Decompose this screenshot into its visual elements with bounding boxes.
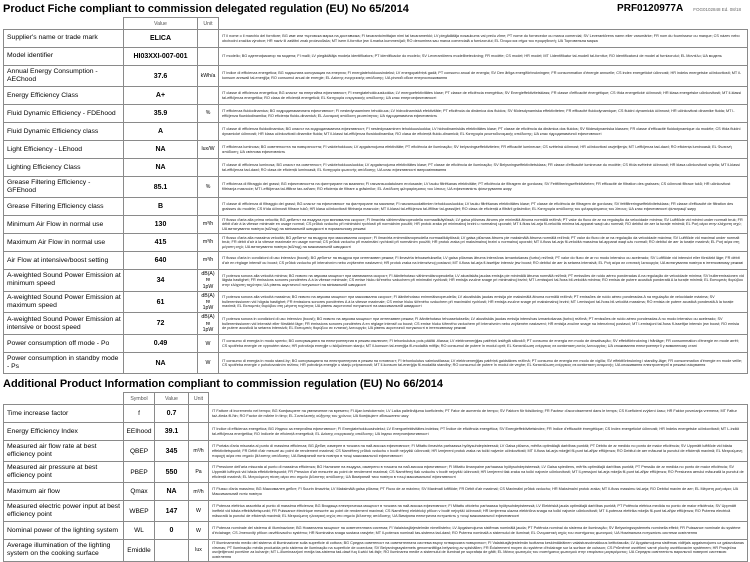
table-row [4, 462, 748, 483]
row-label: Energy Efficiency Index [4, 423, 124, 441]
row-unit: lux/W [198, 141, 219, 159]
row-unit: W [198, 353, 219, 374]
row-label: Nominal power of the lighting system [4, 522, 124, 540]
row-label: A-weighted Sound Power Emission at maximum speed [4, 291, 124, 313]
column-header-value: Value [155, 393, 189, 405]
table-header-row [4, 18, 748, 30]
row-value: A [124, 123, 198, 141]
row-label: Fluid Dynamic Efficiency class [4, 123, 124, 141]
row-value: NA [124, 353, 198, 374]
row-unit: m³/h [198, 252, 219, 270]
row-label: Annual Energy Consumption - AEChood [4, 66, 124, 87]
row-multilingual-description: IT Portata d'aria misurata al punto di massima efficienza; BG Дебит, измерен в точката на най-висока ефективност; FI Mitattu ilmavirta parhaassa hyötysuhdepisteessä; LV Gaisa plūsma, mērīta optimālajā darbības punktā; PT Débito de ar medido no ponto de maior eficiência; SV Uppmätt luftflöde vid bästa effektivitetspunkt; FR Débit d'air mesuré au point de rendement maximal; CS Naměřený průtok vzduchu v bodě nejvyšší účinnosti; HR Izmjereni protok zraka na točki najveće učinkovitosti; MT Il-fluss tal-arja mkejjel fil-punt tal-aħjar effiċjenza; RO Debitul de aer măsurat la punctul de eficiență maximă; EL Μετρούμενη παροχή αέρα στο σημείο βέλτιστης απόδοσης; UA Виміряний потік повітря в точці максимальної ефективності [209, 441, 748, 462]
row-label: Average illumination of the lighting system on the cooking surface [4, 540, 124, 561]
column-header-unit: Unit [189, 393, 209, 405]
row-unit: W [189, 522, 209, 540]
row-unit [198, 159, 219, 177]
table-row [4, 313, 748, 335]
row-unit [198, 48, 219, 66]
table-row [4, 483, 748, 501]
row-unit: m³/h [198, 234, 219, 252]
row-unit [198, 198, 219, 216]
table-row [4, 177, 748, 198]
row-value: 147 [155, 501, 189, 522]
row-label: Measured electric power input at best efficiency point [4, 501, 124, 522]
table-row [4, 501, 748, 522]
fiche-table-eu-65-2014 [3, 17, 748, 374]
row-multilingual-description: IT Pressione dell'aria misurata al punto di massima efficienza; BG Налягане на въздуха, измерено в точката на най-висока ефективност; FI Mitattu ilmanpaine parhaassa hyötysuhdepisteessä; LV Gaisa spiediens, mērīts optimālajā darbības punktā; PT Pressão de ar medida no ponto de maior eficiência; SV Uppmätt lufttryck vid bästa effektivitetspunkt; FR Pression d'air mesurée au point de rendement maximal; CS Naměřený tlak vzduchu v bodě nejvyšší účinnosti; HR Izmjereni tlak zraka na točki najveće učinkovitosti; MT Il-pressjoni tal-arja mkejla fil-punt tal-aħjar effiċjenza; RO Presiunea aerului măsurată la punctul de eficiență maximă; EL Μετρούμενη πίεση αέρα στο σημείο βέλτιστης απόδοσης; UA Виміряний тиск повітря в точці максимальної ефективності [209, 462, 748, 483]
column-header-unit: Unit [198, 18, 219, 30]
row-label: Measured air pressure at best efficiency point [4, 462, 124, 483]
table-row [4, 522, 748, 540]
header-spacer [219, 18, 748, 30]
header-spacer [4, 18, 124, 30]
row-unit: W [198, 335, 219, 353]
row-unit: dB(A) re 1pW [198, 291, 219, 313]
row-unit: m³/h [189, 483, 209, 501]
table-row [4, 405, 748, 423]
row-multilingual-description: IT potenza sonora alla velocità massima; BG нивото на звукова мощност при максимална скорост; FI äänitehotaso enimmäisnopeudella; LV akustiskās jaudas emisija pie maksimālā ātruma normālā režīmā; PT emissões de ruído aéreo ponderadas A na regulação de velocidade máxima; SV bulleremissionen vid högsta hastighet; FR émissions sonores pondérées A à la vitesse maximale; CS emise hluku šířeného vzduchem při maximální rychlosti; HR emisija zvučne snage pri maksimalnoj brzini; MT l-emissjoni tal-ħoss bil-veloċità massima; RO emisia de putere acustică ponderată A la turație maximă; EL Εκπομπές θορύβου στη μέγιστη ταχύτητα; UA рівень акустичної потужності на максимальній швидкості [219, 291, 748, 313]
row-value: 640 [124, 252, 198, 270]
row-value: NA [124, 141, 198, 159]
row-value: B [124, 198, 198, 216]
row-label: Grease Filtering Efficiency class [4, 198, 124, 216]
row-label: Supplier's name or trade mark [4, 30, 124, 48]
row-value [155, 540, 189, 561]
additional-info-title: Additional Product Information compliant to commission regulation (EU) No 66/2014 [3, 378, 444, 391]
table-row [4, 423, 748, 441]
row-unit: W [189, 501, 209, 522]
row-symbol: WBEP [124, 501, 155, 522]
row-symbol: Emiddle [124, 540, 155, 561]
row-unit [198, 87, 219, 105]
row-value: 61 [124, 291, 198, 313]
row-label: Grease Filtering Efficiency - GFEhood [4, 177, 124, 198]
page-title: Product Fiche compliant to commission delegated regulation (EU) No 65/2014 [3, 3, 409, 15]
row-value: 37.6 [124, 66, 198, 87]
row-label: Power consumption off mode - Po [4, 335, 124, 353]
row-symbol: WL [124, 522, 155, 540]
row-multilingual-description: IT classe di efficienza di filtraggio dei grassi; BG класът на ефективност на филтриране на мазнини; FI rasvansuodattimien tehokkuusluokka; LV tauku filtrēšanas efektivitātes klase; PT classe de eficiência de filtragem de gorduras; SV fettfiltreringseffektivitetsklass; FR classe d'efficacité de filtration des graisses du modèle; CS třída účinnosti filtrace tuků; HR klasa učinkovitosti filtriranja masnoće; MT il-klassi tal-effiċjenza tal-iffiltrar tal-grassijiet; RO clasa de eficiență a filtrării grăsimilor; EL Κατηγορία απόδοσης του φιλτραρίσματος του λίπους; UA клас ефективності фільтрації жиру [219, 198, 748, 216]
row-value: A+ [124, 87, 198, 105]
row-value: ELICA [124, 30, 198, 48]
row-multilingual-description: IT classe di efficienza energetica; BG класът на енергийна ефективност; FI energiatehokkuusluokka; LV energoefektivitātes klase; PT classe de eficiência energética; SV Energieffektivitetsklass; FR classe d'efficacité énergétique; CS třída energetické účinnosti; HR klasa energetske učinkovitosti; MT il-klassi tal-effiċjenza energetika; RO clasa de eficiență energetică; EL Κατηγορία ενεργειακής απόδοσης; UA клас енергоефективності [219, 87, 748, 105]
table-row [4, 30, 748, 48]
row-symbol: QBEP [124, 441, 155, 462]
row-unit: lux [189, 540, 209, 561]
row-value: 39.1 [155, 423, 189, 441]
table-row [4, 87, 748, 105]
row-label: Fluid Dynamic Efficiency - FDEhood [4, 105, 124, 123]
row-label: A-weighted Sound Power Emission at intensive or boost speed [4, 313, 124, 335]
row-unit: kWh/a [198, 66, 219, 87]
row-multilingual-description: IT Potenza nominale del sistema di illuminazione; BG Номинална мощност на осветителната система; FI Valaistusjärjestelmän nimellisteho; LV Apgaismojuma sistēmas nominālā jauda; PT Potência nominal do sistema de iluminação; SV Belysningssystemets nominella effekt; FR Puissance nominale du système d'éclairage; CS Jmenovitý příkon osvětlovacího systému; HR Nominalna snaga sustava rasvjete; MT Il-potenza nominali tas-sistema tad-dawl; RO Puterea nominală a sistemului de iluminat; EL Ονομαστική ισχύς του συστήματος φωτισμού; UA Номінальна потужність системи освітлення [209, 522, 748, 540]
table-row [4, 48, 748, 66]
row-symbol: EEIhood [124, 423, 155, 441]
row-multilingual-description: IT consumo di energia in modo stand-by; BG консумацията на електроенергия в режим на готовност; FI tehonkulutus valmiustilassa; LV elektroenerģijas patēriņš gaidstāves režīmā; PT consumo de energia em modo de vigília; SV effektförbrukning i standby-läge; FR consommation d'énergie en mode veille; CS spotřeba energie v pohotovostním režimu; HR potrošnja energije u stanju pripravnosti; MT il-konsum tal-enerġija fil-modalità standby; RO consumul de putere în modul de veghe; EL Κατανάλωση ενέργειας σε κατάσταση αναμονής; UA споживання електроенергії в режимі очікування [219, 353, 748, 374]
row-label: Energy Efficiency Class [4, 87, 124, 105]
row-value: 345 [155, 441, 189, 462]
row-multilingual-description: IT Indice di efficienza energetica; BG Индекс за енергийна ефективност; FI Energiatehokkuusindeksi; LV Energoefektivitātes indekss; PT Índice de eficiência energética; SV Energieffektivitetsindex; FR Indice d'efficacité énergétique; CS Index energetické účinnosti; HR Indeks energetske učinkovitosti; MT L-indiċi tal-effiċjenza enerġetika; RO Indicele de eficiență energetică; EL Δείκτης ενεργειακής απόδοσης; UA Індекс енергоефективності [209, 423, 748, 441]
row-label: Light Efficiency - LEhood [4, 141, 124, 159]
row-multilingual-description: IT classe di efficienza fluidodinamica; BG класът на хидродинамична ефективност; FI nestedynaaminen tehokkuusluokka; LV hidrodinamiskās efektivitātes klase; PT classe de eficiência da dinâmica dos fluidos; SV flödesdynamiska klassen; FR classe d'efficacité fluidodynamique du modèle; CS třída fluidní dynamické účinnosti; HR klasa učinkovitosti dinamike fluida; MT il-klassi tal-effiċjenza fluwidodinamika; RO clasa de eficiență fluido-dinamică; EL Κατηγορία ρευστοδυναμικής απόδοσης; UA клас гідродинамічної ефективності [219, 123, 748, 141]
table-row [4, 216, 748, 234]
row-unit: Pa [189, 462, 209, 483]
table-row [4, 353, 748, 374]
row-label: Maximum air flow [4, 483, 124, 501]
header-spacer [4, 393, 124, 405]
document-code: PRF0120977A [617, 3, 684, 14]
row-multilingual-description: IT potenza sonora in condizioni di uso intensivo (boost); BG нивото на звукова мощност при интензивен режим; FI äänitehotaso tehoasetuksella; LV akustiskās jaudas emisija intensīvas izmantošanas (turbo) režīmā; PT emissões de ruído aéreo ponderadas A no modo intensivo ou acelerado; SV bulleremissionen vid intensivt eller förstärkt läge; FR émissions sonores pondérées A en réglage intensif ou boost; CS emise hluku šířeného vzduchem při intenzivním nebo zvýšeném nastavení; HR emisija zvučne snage na intenzivnoj postavci; MT l-emissjoni tal-ħoss fl-issettjar intensiv jew boost; RO emisia de putere acustică la setarea intensivă; EL Εκπομπές θορύβου σε εντατική λειτουργία; UA рівень акустичної потужності в інтенсивному режимі [219, 313, 748, 335]
row-value: 550 [155, 462, 189, 483]
row-value: 72 [124, 313, 198, 335]
row-symbol: Qmax [124, 483, 155, 501]
row-multilingual-description: IT efficienza fluidodinamica; BG хидродинамичната ефективност; FI nestedynaaminen tehokkuus; LV hidrodinamiskā efektivitāte; PT eficiência da dinâmica dos fluidos; SV flödesdynamiska effektiviteten; FR efficacité fluidodynamique; CS fluidní dynamická účinnost; HR učinkovitost dinamike fluida; MT l-effiċjenza fluwidodinamika; RO eficiența fluido-dinamică; EL Δυναμική απόδοση ρευστότητας; UA гідродинамічна ефективність [219, 105, 748, 123]
row-multilingual-description: IT flusso d'aria alla massima velocità; BG дебитът на въздуха при максимална скорост; FI ilmavirta enimmäisnopeudella normaalikäytössä; LV gaisa plūsmas ātrums pie maksimālā ātruma normālā režīmā; PT valor do fluxo de ar na regulação da velocidade máxima; SV Luftflöde vid maximal under normalt bruk; FR débit d'air à la vitesse maximale en usage normal; CS průtok vzduchu při maximální rychlosti při normálním použití; HR protok zraka pri maksimalnoj brzini u normalnoj uporabi; MT il-fluss tal-arja fil-veloċità massima tal-apparat waqt użu normali; RO debitul de aer la turație maximă; EL Ροή αέρα στη μέγιστη ισχύ; UA витягування повітря (м3/год) на максимальній швидкості [219, 234, 748, 252]
row-multilingual-description: IT Illuminamento medio del sistema di illuminazione sulla superficie di cottura; BG Средна осветеност на осветителната система върху готварската повърхност; FI Valaistusjärjestelmän tuottama keskimääräinen valaistusvoimakkuus keittotasolla; LV Apgaismojuma sistēmas vidējais apgaismojums uz gatavošanas virsmas; PT Iluminação média produzida pelo sistema de iluminação na superfície de cozedura; SV Belysningssystemets genomsnittliga belysning av spishällen; FR Éclairement moyen du système d'éclairage sur la surface de cuisson; CS Průměrné osvětlení varné plochy osvětlovacím systémem; HR Prosječna osvijetljenost površine za kuhanje; MT L-illuminazzjoni medja tas-sistema tad-dawl fuq il-wiċċ tat-tisjir; RO Iluminarea medie a sistemului de iluminat pe suprafața de gătit; EL Μέσος φωτισμός του συστήματος φωτισμού στην επιφάνεια μαγειρέματος; UA Середня освітленість варильної поверхні системою освітлення [209, 540, 748, 561]
row-value: 130 [124, 216, 198, 234]
row-multilingual-description: IT flusso d'aria in condizioni di uso intensivo (boost); BG дебитът на въздуха при интензивен режим; FI ilmavirta tehoasetuksella; LV gaisa plūsmas ātrums intensīvas izmantošanas (turbo) režīmā; PT valor do fluxo de ar no modo intensivo ou acelerado; SV Luftflöde vid intensivt eller förstärkt läge; FR débit d'air en réglage intensif ou boost; CS průtok vzduchu při intenzivním nebo zvýšeném nastavení; HR protok zraka na intenzivnoj postavci; MT il-fluss tal-arja fl-issettjar intensiv jew boost; RO debitul de aer la setarea intensivă; EL Ροή αέρα σε εντατική λειτουργία; UA витягування повітря в інтенсивному режимі [219, 252, 748, 270]
table-row [4, 198, 748, 216]
row-multilingual-description: IT Fattore di incremento nel tempo; BG Коефициент на увеличение на времето; FI Ajan kestokerroin; LV Laika palielinājuma koeficients; PT Fator de aumento de tempo; SV Faktorn för tidsökning; FR Facteur d'accroissement dans le temps; CS Koeficient zvýšení času; HR Faktor povećanja vremena; MT Fattur taż-żieda fil-ħin; RO Factor de mărire în timp; EL Συντελεστής αύξησης του χρόνου; UA Коефіцієнт збільшення часу [209, 405, 748, 423]
table-row [4, 335, 748, 353]
document-header [3, 3, 745, 15]
row-multilingual-description: IT flusso d'aria alla prima velocità; BG дебитът на въздуха при минимална скорост; FI ilmavirta vähimmäisnopeudella normaalikäytössä; LV gaisa plūsmas ātrums pie minimālā ātruma normālā režīmā; PT valor do fluxo de ar na regulação da velocidade mínima; SV Luftflöde vid minimi under normalt bruk; FR débit d'air à la vitesse minimale en usage normal; CS průtok vzduchu při minimální rychlosti při normálním použití; HR protok zraka pri minimalnoj brzini u normalnoj uporabi; MT il-fluss tal-arja fil-veloċità minima tal-apparat waqt użu normali; RO debitul de aer la turație minimă; EL Ροή αέρα στην ελάχιστη ισχύ; UA витягування повітря (м3/год) на мінімальній швидкості в нормальному режимі [219, 216, 748, 234]
table-row [4, 105, 748, 123]
row-multilingual-description: IT modello; BG идентификатор на модела; FI malli; LV piegādātāja modeļa identifikators; PT identificador do modelo; SV Leverantörens modellbeteckning; FR modèle; CS model; HR model; MT l-identifikatur tal-mudell tal-fornitur; RO identificatorul de model al furnizorului; EL Μοντέλο; UA модель [219, 48, 748, 66]
row-unit: % [198, 177, 219, 198]
row-value: NA [155, 483, 189, 501]
row-label: Measured air flow rate at best efficiency point [4, 441, 124, 462]
row-value: 34 [124, 270, 198, 292]
row-unit: % [198, 105, 219, 123]
table-row [4, 141, 748, 159]
table-row [4, 270, 748, 292]
row-unit: dB(A) re 1pW [198, 313, 219, 335]
row-unit [189, 423, 209, 441]
row-label: Time increase factor [4, 405, 124, 423]
row-multilingual-description: IT Potenza elettrica assorbita al punto di massima efficienza; BG Входяща електрическа мощност в точката на най-висока ефективност; FI Mitattu ottoteho parhaassa hyötysuhdepisteessä; LV Elektriskā jauda optimālajā darbības punktā; PT Potência elétrica medida no ponto de maior eficiência; SV Uppmätt ineffekt vid bästa effektivitetspunkt; FR Puissance électrique mesurée au point de rendement maximal; CS Naměřený elektrický příkon v bodě nejvyšší účinnosti; HR Izmjerena ulazna električna snaga na točki najveće učinkovitosti; MT Il-potenza elettrika mkejla fil-punt tal-aħjar effiċjenza; RO Puterea electrică măsurată la punctul de eficiență maximă; EL Μετρούμενη ηλεκτρική ισχύς στο σημείο βέλτιστης απόδοσης; UA Виміряна електрична потужність у точці максимальної ефективності [209, 501, 748, 522]
row-symbol: PBEP [124, 462, 155, 483]
row-label: A-weighted Sound Power Emission at minimum speed [4, 270, 124, 292]
table-row [4, 252, 748, 270]
row-multilingual-description: IT il nome o il marchio del fornitore; BG име или търговска марка на доставчика; FI tavarantoimittajan nimi tai tavaramerkki; LV piegādātāja nosaukums vai preču zīme; PT nome do fornecedor ou marca comercial; SV Leverantörens namn eller varumärke; FR nom du fournisseur ou marque; CS název nebo obchodní značka výrobce; HR naziv ili zaštitni znak proizvođača; MT isem il-fornitur jew il-marka kummerċjali; RO denumirea sau marca comercială a furnizorului; EL Όνομα και σήμα του προμηθευτή; UA Торговельна марка [219, 30, 748, 48]
row-value: 0.7 [155, 405, 189, 423]
row-unit: m³/h [198, 216, 219, 234]
row-label: Air Flow at intensive/boost setting [4, 252, 124, 270]
row-value: HI03XXI-007-001 [124, 48, 198, 66]
table-row [4, 540, 748, 561]
row-unit: dB(A) re 1pW [198, 270, 219, 292]
column-header-symbol: Symbol [124, 393, 155, 405]
row-value: 415 [124, 234, 198, 252]
row-label: Minimum Air Flow in normal use [4, 216, 124, 234]
row-multilingual-description: IT efficienza di filtraggio dei grassi; BG ефективността на филтриране на мазнини; FI rasvansuodatuksen erotusaste; LV tauku filtrēšanas efektivitāte; PT eficiência de filtragem de gorduras; SV Fettfiltreringseffektiviteten; FR efficacité de filtration des graisses; CS účinnost filtrace tuků; HR učinkovitost filtriranja masnoće; MT l-effiċjenza tal-iffiltrar tax-xaħam; RO eficiența de filtrare a grăsimilor; EL Απόδοση φιλτραρίσματος του λίπους; UA ефективність фільтрування жиру [219, 177, 748, 198]
row-value: 0.49 [124, 335, 198, 353]
table-row [4, 66, 748, 87]
row-multilingual-description: IT Flusso d'aria massimo; BG Максимален дебит; FI Suurin ilmavirta; LV Maksimālā gaisa plūsma; PT Fluxo de ar máximo; SV Maximalt luftflöde; FR Débit d'air maximal; CS Maximální průtok vzduchu; HR Maksimalni protok zraka; MT Il-fluss massimu tal-arja; RO Debitul maxim de aer; EL Μέγιστη ροή αέρα; UA Максимальний потік повітря [209, 483, 748, 501]
row-label: Model identifier [4, 48, 124, 66]
row-multilingual-description: IT indice di efficienza energetica; BG годишната консумация на енергия; FI energiatehokkuusindeksi; LV energopatēriņš gadā; PT consumo anual de energia; SV Den årliga energiförbrukningen; FR consommation d'énergie annuelle; CS index energetické účinnosti; HR indeks energetske učinkovitosti; MT il-konsum annwali tal-enerġija; RO consumul anual de energie; EL Δείκτης ενεργειακής απόδοσης; UA річний обсяг енергоспоживання [219, 66, 748, 87]
row-unit [189, 405, 209, 423]
table-row [4, 123, 748, 141]
document-codes [617, 3, 745, 14]
row-multilingual-description: IT consumo di energia in modo spento; BG консумацията на електроенергия в режим изключен; FI tehonkulutus pois päältä -tilassa; LV elektroenerģijas patēriņš izslēgtā stāvoklī; PT consumo de energia em modo de desativação; SV effektförbrukning i frånläge; FR consommation d'énergie en mode arrêt; CS spotřeba energie ve vypnutém stavu; HR potrošnja energije u isključenom stanju; MT il-konsum tal-enerġija fil-modalità mitfija; RO consumul de putere în modul oprit; EL Κατανάλωση ενέργειας σε κατάσταση εκτός λειτουργίας; UA споживання електроенергії у вимкненому стані [219, 335, 748, 353]
table-header-row [4, 393, 748, 405]
document-edition: FOG0102848 Ed. 08/18 [693, 7, 741, 12]
row-symbol: f [124, 405, 155, 423]
row-multilingual-description: IT potenza sonora alla velocità minima; BG нивото на звукова мощност при минимална скорост; FI äänitehotaso vähimmäisnopeudella; LV akustiskās jaudas emisija pie minimālā ātruma normālā režīmā; PT emissões de ruído aéreo ponderadas A na regulação de velocidade mínima; SV bulleremissionen vid lägsta hastighet; FR émissions sonores pondérées A à la vitesse minimale; CS emise hluku šířeného vzduchem při minimální rychlosti; HR emisija zvučne snage pri minimalnoj brzini; MT l-emissjoni tal-ħoss bil-veloċità minima; RO emisia de putere acustică ponderată A la turație minimă; EL Εκπομπές θορύβου στην ελάχιστη ταχύτητα; UA рівень акустичної потужності на мінімальній швидкості [219, 270, 748, 292]
header-spacer [209, 393, 748, 405]
row-unit [198, 123, 219, 141]
row-unit [198, 30, 219, 48]
table-row [4, 159, 748, 177]
row-label: Power consumption in standby mode - Ps [4, 353, 124, 374]
table-row [4, 441, 748, 462]
row-multilingual-description: IT classe di efficienza luminosa; BG класът на осветеност; FI valotehokkuusluokka; LV apgaismojuma efektivitātes klase; PT classe de eficiência de iluminação; SV Belysningseffektivitetsklass; FR classe d'efficacité lumineuse du modèle; CS třída světelné účinnosti; HR klasa učinkovitosti svjetla; MT il-klassi tal-effiċjenza tad-dawl; RO clasa de eficiență luminoasă; EL Κατηγορία φωτεινής απόδοσης; UA клас ефективності випромінювання [219, 159, 748, 177]
row-label: Lighting Efficiency Class [4, 159, 124, 177]
row-unit: m³/h [189, 441, 209, 462]
row-value: 35.9 [124, 105, 198, 123]
table-row [4, 234, 748, 252]
row-value: 85.1 [124, 177, 198, 198]
fiche-table-eu-66-2014 [3, 392, 748, 561]
row-value: 0 [155, 522, 189, 540]
row-value: NA [124, 159, 198, 177]
table-row [4, 291, 748, 313]
column-header-value: Value [124, 18, 198, 30]
row-label: Maximum Air Flow in normal use [4, 234, 124, 252]
row-multilingual-description: IT efficienza luminosa; BG осветеността на повърхността; FI valotehokkuus; LV apgaismojuma efektivitāte; PT eficiência de iluminação; SV belysningseffektiviteten; FR efficacité lumineuse; CS světelná účinnost; HR učinkovitost osvjetljenja; MT l-effiċjenza tad-dawl; RO eficiența luminoasă; EL Φωτεινή απόδοση; UA світлова ефективність [219, 141, 748, 159]
